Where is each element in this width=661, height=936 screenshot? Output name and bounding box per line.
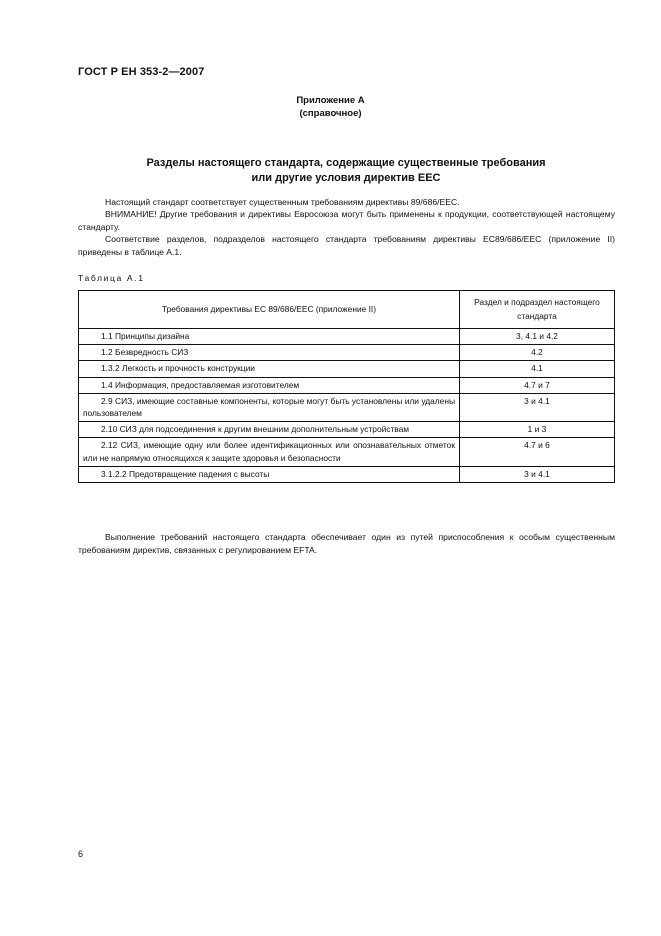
document-code: ГОСТ Р ЕН 353-2—2007 — [78, 66, 205, 78]
section-cell: 1 и 3 — [460, 422, 615, 438]
appendix-title: Приложение А — [296, 95, 365, 106]
section-cell: 3 и 4.1 — [460, 393, 615, 421]
requirement-cell: 1.1 Принципы дизайна — [79, 329, 460, 345]
closing-paragraph: Выполнение требований настоящего стандарта обеспечивает один из путей приспособления к особым существенным требованиям директив, связанных с регулированием EFTA. — [78, 532, 615, 555]
requirements-table — [78, 290, 615, 483]
requirement-cell: 1.4 Информация, предоставляемая изготовителем — [79, 377, 460, 393]
table-row — [79, 393, 615, 421]
section-cell: 4.1 — [460, 361, 615, 377]
section-cell: 4.2 — [460, 345, 615, 361]
appendix-subtitle: (справочное) — [299, 108, 362, 119]
intro-paragraph-1: Настоящий стандарт соответствует существенным требованиям директивы 89/686/EEC. — [105, 197, 460, 207]
header-requirement: Требования директивы ЕС 89/686/EEC (приложение II) — [79, 291, 460, 329]
requirement-cell: 2.9 СИЗ, имеющие составные компоненты, которые могут быть установлены или удалены пользователем — [79, 393, 460, 421]
intro-text — [78, 196, 615, 258]
table-row — [79, 422, 615, 438]
header-section: Раздел и подраздел настоящего стандарта — [460, 291, 615, 329]
requirement-cell: 1.2 Безвредность СИЗ — [79, 345, 460, 361]
table-caption: Таблица А.1 — [78, 273, 145, 283]
closing-text — [78, 531, 615, 557]
section-cell: 4.7 и 6 — [460, 438, 615, 466]
table-row — [79, 345, 615, 361]
requirement-cell: 2.10 СИЗ для подсоединения к другим внешним дополнительным устройствам — [79, 422, 460, 438]
table-row — [79, 438, 615, 466]
requirement-cell: 1.3.2 Легкость и прочность конструкции — [79, 361, 460, 377]
intro-paragraph-2: ВНИМАНИЕ! Другие требования и директивы Евросоюза могут быть применены к продукции, соответствующей настоящему стандарту. — [78, 209, 615, 232]
section-cell: 3 и 4.1 — [460, 466, 615, 482]
section-cell: 4.7 и 7 — [460, 377, 615, 393]
section-cell: 3, 4.1 и 4.2 — [460, 329, 615, 345]
requirement-cell: 3.1.2.2 Предотвращение падения с высоты — [79, 466, 460, 482]
appendix-label — [0, 94, 661, 120]
page-number: 6 — [78, 849, 84, 859]
heading-line-1: Разделы настоящего стандарта, содержащие существенные требования — [146, 157, 546, 169]
heading-line-2: или другие условия директив ЕЕС — [251, 172, 441, 184]
table-row — [79, 377, 615, 393]
table-row — [79, 361, 615, 377]
table-row — [79, 329, 615, 345]
intro-paragraph-3: Соответствие разделов, подразделов настоящего стандарта требованиям директивы ЕС89/686/EEC (приложение II) приведены в таблице А.1. — [78, 234, 615, 257]
section-heading — [78, 156, 614, 186]
requirement-cell: 2.12 СИЗ, имеющие одну или более идентификационных или опознавательных отметок или не напрямую относящихся к защите здоровья и безопасности — [79, 438, 460, 466]
table-row — [79, 466, 615, 482]
table-header-row — [79, 291, 615, 329]
